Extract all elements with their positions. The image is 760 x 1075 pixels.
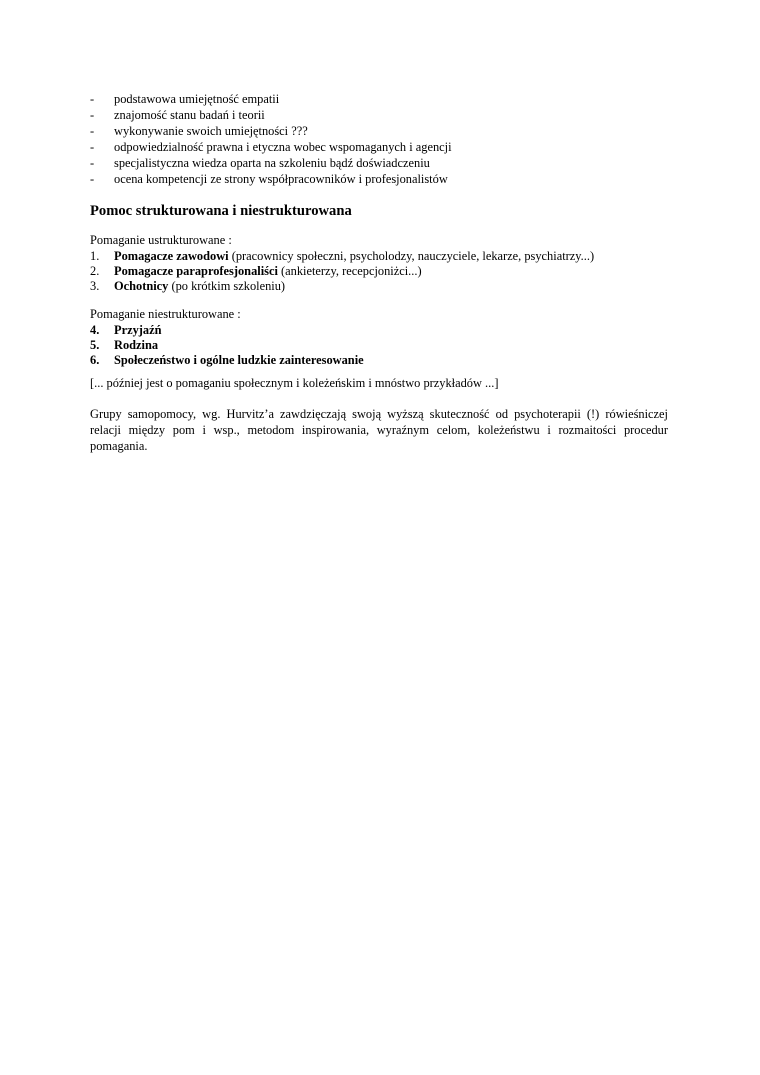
unstructured-label: Pomaganie niestrukturowane : xyxy=(90,307,241,321)
item-description: (po krótkim szkoleniu) xyxy=(168,279,286,293)
item-number: 1. xyxy=(90,249,100,263)
dash-bullet: - xyxy=(90,108,95,122)
list-item-text: podstawowa umiejętność empatii xyxy=(114,92,280,106)
item-text: Przyjaźń xyxy=(114,323,162,337)
list-item xyxy=(90,140,668,156)
item-bold-title: Ochotnicy xyxy=(114,279,169,293)
item-text: Społeczeństwo i ogólne ludzkie zainteresowanie xyxy=(114,353,364,367)
list-item xyxy=(90,172,668,188)
unstructured-list xyxy=(90,323,668,368)
list-item-text: ocena kompetencji ze strony współpracowników i profesjonalistów xyxy=(114,172,448,186)
numbered-item xyxy=(90,323,668,338)
dash-bullet: - xyxy=(90,172,95,186)
note-paragraph: [... później jest o pomaganiu społecznym i koleżeńskim i mnóstwo przykładów ...] xyxy=(90,376,499,390)
item-description: (ankieterzy, recepcjoniżci...) xyxy=(277,264,422,278)
item-number: 6. xyxy=(90,353,100,367)
list-item xyxy=(90,156,668,172)
document-content xyxy=(90,92,668,466)
item-bold-title: Pomagacze zawodowi xyxy=(114,249,229,263)
dash-bullet: - xyxy=(90,156,95,170)
list-item xyxy=(90,124,668,140)
dash-bullet: - xyxy=(90,140,95,154)
dash-bullet: - xyxy=(90,92,95,106)
numbered-item xyxy=(90,279,668,294)
list-item-text: odpowiedzialność prawna i etyczna wobec wspomaganych i agencji xyxy=(114,140,452,154)
structured-list xyxy=(90,249,668,294)
numbered-item xyxy=(90,338,668,353)
body-paragraph: Grupy samopomocy, wg. Hurvitz’a zawdzięczają swoją wyższą skuteczność od psychoterapii (!) rówieśniczej relacji między pom i wsp., metodom inspirowania, wyraźnym celom, koleżeństwu i rozmaitości procedur pomagania. xyxy=(90,407,668,453)
numbered-item xyxy=(90,264,668,279)
structured-label: Pomaganie ustrukturowane : xyxy=(90,233,232,247)
competency-list xyxy=(90,92,668,188)
list-item-text: wykonywanie swoich umiejętności ??? xyxy=(114,124,308,138)
numbered-item xyxy=(90,353,668,368)
item-description: (pracownicy społeczni, psycholodzy, nauczyciele, lekarze, psychiatrzy...) xyxy=(228,249,595,263)
item-number: 4. xyxy=(90,323,100,337)
item-number: 2. xyxy=(90,264,100,278)
list-item-text: specjalistyczna wiedza oparta na szkoleniu bądź doświadczeniu xyxy=(114,156,430,170)
item-number: 5. xyxy=(90,338,100,352)
list-item-text: znajomość stanu badań i teorii xyxy=(114,108,265,122)
item-number: 3. xyxy=(90,279,100,293)
item-text: Rodzina xyxy=(114,338,159,352)
item-bold-title: Pomagacze paraprofesjonaliści xyxy=(114,264,278,278)
list-item xyxy=(90,92,668,108)
dash-bullet: - xyxy=(90,124,95,138)
list-item xyxy=(90,108,668,124)
section-heading: Pomoc strukturowana i niestrukturowana xyxy=(90,203,352,219)
numbered-item xyxy=(90,249,668,264)
